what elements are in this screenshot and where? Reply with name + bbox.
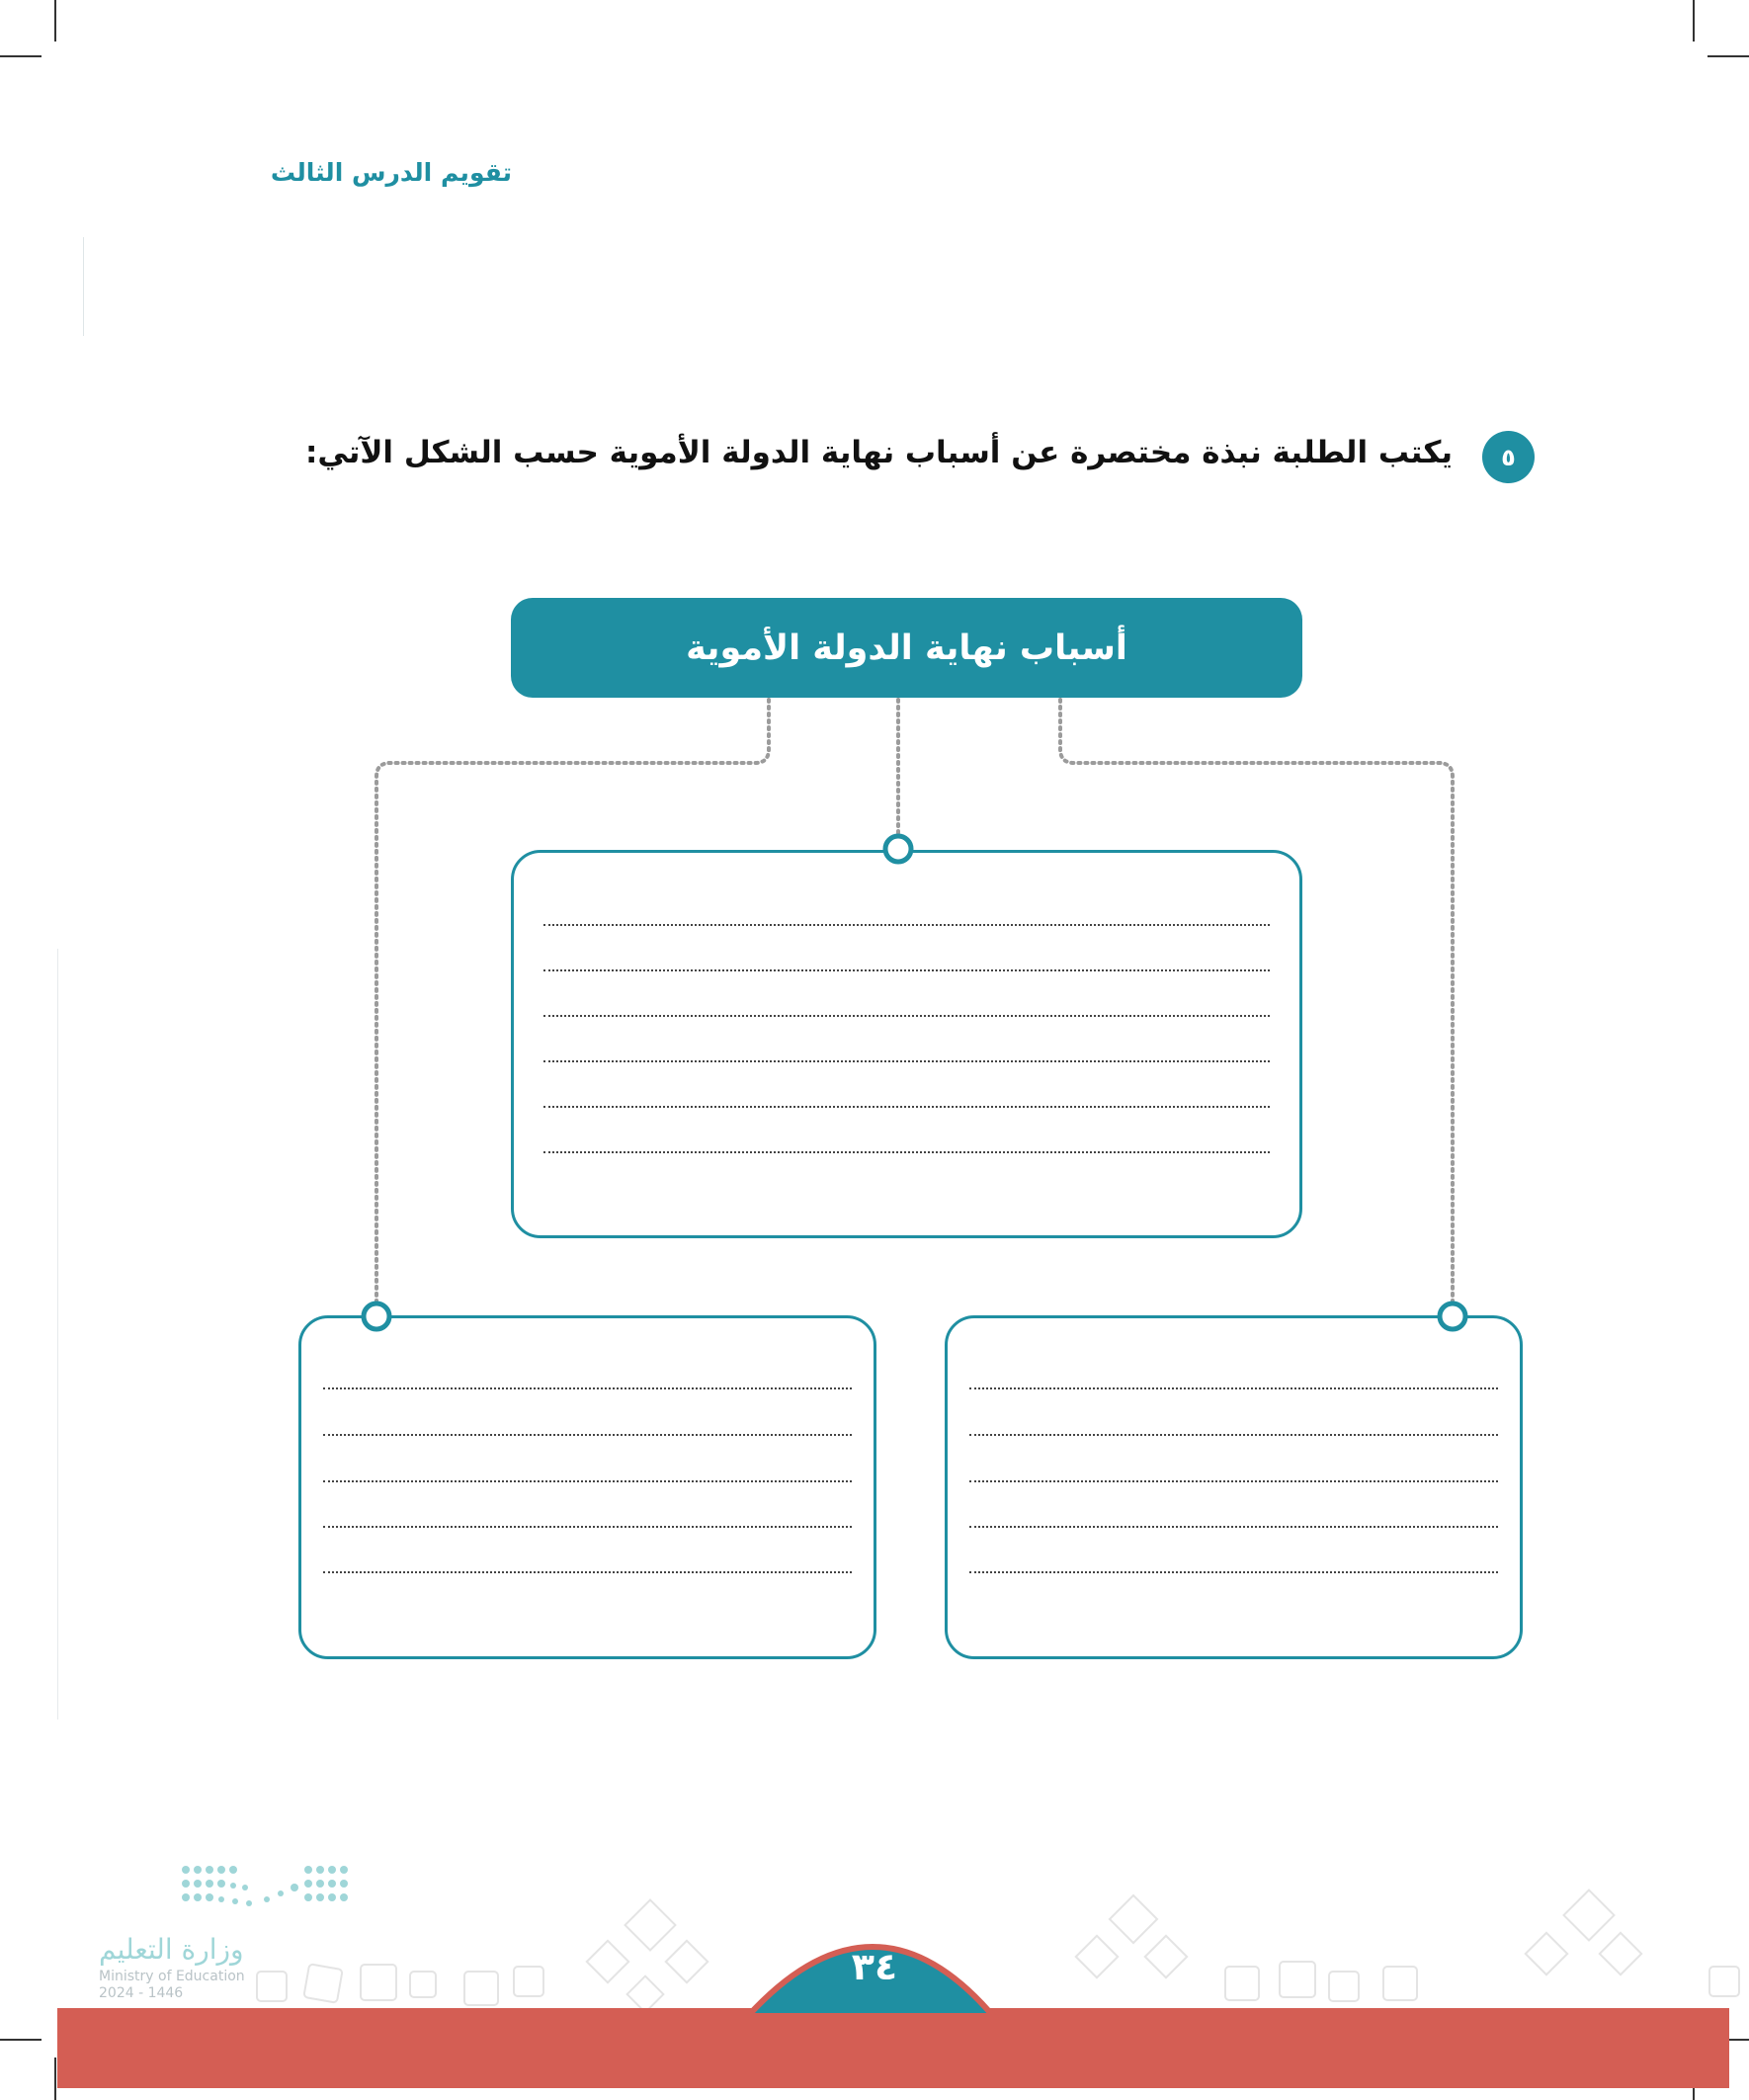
question-number-badge: ٥ xyxy=(1482,431,1535,483)
connector-node-center xyxy=(885,836,911,862)
ministry-logo-year: 2024 - 1446 xyxy=(99,1985,184,2001)
connector-node-right xyxy=(1440,1303,1465,1329)
ministry-logo-icon xyxy=(178,1858,356,1927)
lesson-title: تقويم الدرس الثالث xyxy=(270,158,512,187)
ministry-logo-text-ar: وزارة التعليم xyxy=(99,1933,244,1966)
ministry-logo-text-en: Ministry of Education xyxy=(99,1969,245,1984)
page-number: ٣٤ xyxy=(851,1945,898,1988)
question-text: يكتب الطلبة نبذة مختصرة عن أسباب نهاية الدولة الأموية حسب الشكل الآتي: xyxy=(304,435,1453,470)
connector-node-left xyxy=(364,1303,389,1329)
diagram-header: أسباب نهاية الدولة الأموية xyxy=(511,598,1302,698)
